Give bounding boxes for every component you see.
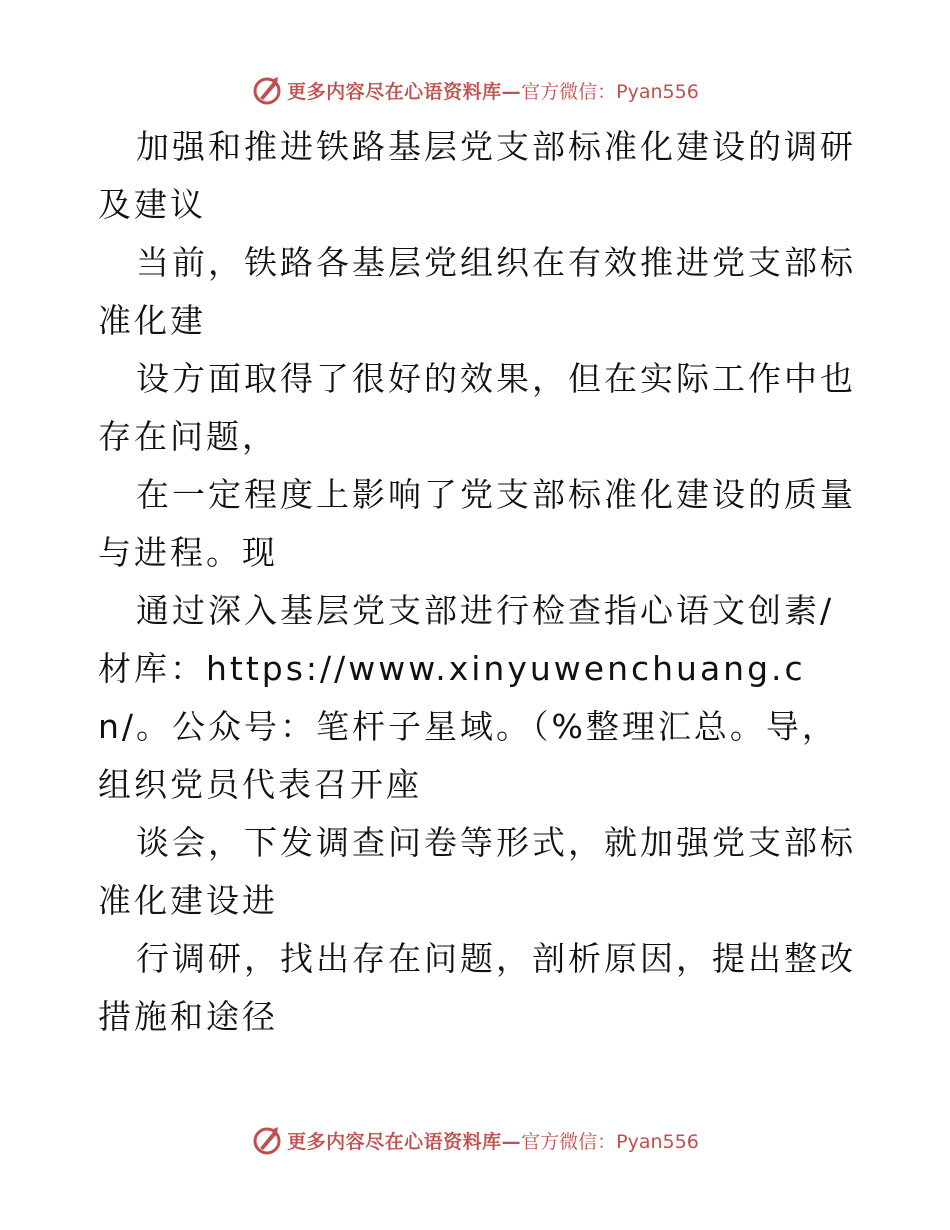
header-banner	[0, 70, 950, 110]
document-body	[98, 118, 858, 1046]
banner-contact: 官方微信：Pyan556	[521, 1130, 699, 1153]
paragraph: 通过深入基层党支部进行检查指心语文创素/材库：https://www.xinyuwenchuang.cn/。公众号：笔杆子星域。（%整理汇总。导，组织党员代表召开座	[98, 591, 838, 804]
quill-logo-icon	[251, 1124, 283, 1156]
paragraph: 设方面取得了很好的效果，但在实际工作中也存在问题，	[98, 359, 856, 456]
banner-slogan: 更多内容尽在心语资料库—	[287, 80, 522, 103]
banner-slogan: 更多内容尽在心语资料库—	[287, 1130, 522, 1153]
paragraph: 行调研，找出存在问题，剖析原因，提出整改措施和途径	[98, 939, 856, 1036]
paragraph: 当前，铁路各基层党组织在有效推进党支部标准化建	[98, 243, 856, 340]
paragraph-title: 加强和推进铁路基层党支部标准化建设的调研及建议	[98, 127, 856, 224]
footer-banner	[0, 1120, 950, 1160]
quill-logo-icon	[251, 74, 283, 106]
banner-contact: 官方微信：Pyan556	[521, 80, 699, 103]
paragraph: 在一定程度上影响了党支部标准化建设的质量与进程。现	[98, 475, 856, 572]
paragraph: 谈会，下发调查问卷等形式，就加强党支部标准化建设进	[98, 823, 856, 920]
